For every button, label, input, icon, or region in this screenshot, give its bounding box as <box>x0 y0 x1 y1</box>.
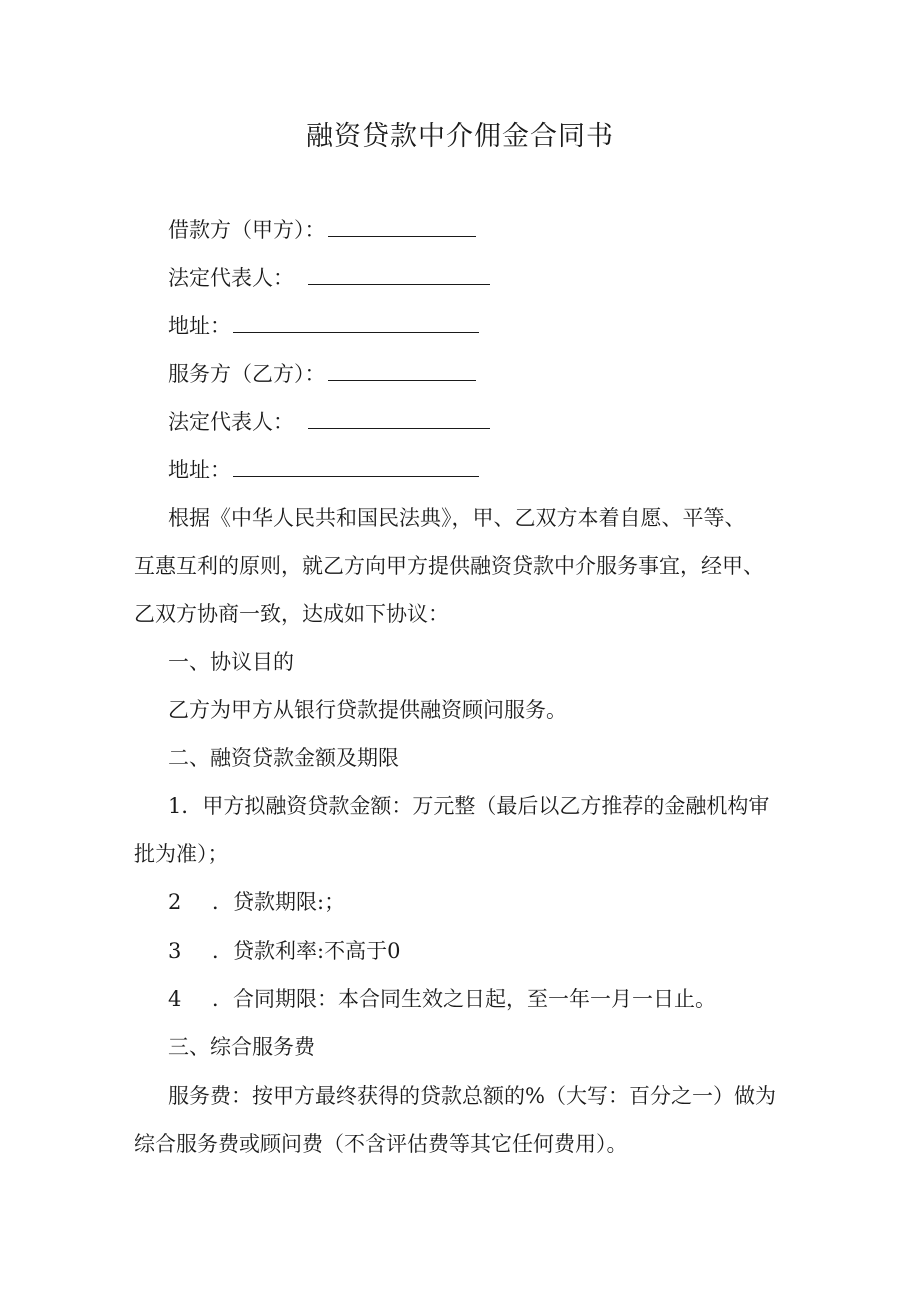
section-1-heading: 一、协议目的 <box>168 650 294 674</box>
preamble-line-1: 根据《中华人民共和国民法典》，甲、乙双方本着自愿、平等、 <box>168 506 746 530</box>
party-a-representative-label: 法定代表人： <box>168 266 294 290</box>
item-4-number: 4 <box>168 987 182 1011</box>
party-b-blank <box>328 358 476 381</box>
section-2-item-3 <box>168 936 400 966</box>
party-a-representative-field <box>168 262 490 293</box>
party-a-blank <box>328 214 476 237</box>
party-b-address-blank <box>233 454 479 477</box>
section-2-item-1-line-1: 1．甲方拟融资贷款金额：万元整（最后以乙方推荐的金融机构审 <box>168 794 770 818</box>
party-b-representative-label: 法定代表人： <box>168 410 294 434</box>
party-a-representative-blank <box>308 262 490 285</box>
preamble-line-3: 乙双方协商一致，达成如下协议： <box>134 602 449 626</box>
section-3-heading: 三、综合服务费 <box>168 1035 315 1059</box>
party-a-field <box>168 214 476 245</box>
section-3-line-2: 综合服务费或顾问费（不含评估费等其它任何费用）。 <box>134 1132 628 1156</box>
section-3-line-1: 服务费：按甲方最终获得的贷款总额的%（大写：百分之一）做为 <box>168 1084 776 1108</box>
party-b-address-field <box>168 454 479 485</box>
section-2-heading: 二、融资贷款金额及期限 <box>168 746 399 770</box>
document-title: 融资贷款中介佣金合同书 <box>306 121 614 152</box>
party-a-address-label: 地址： <box>168 314 231 338</box>
party-b-field <box>168 358 476 389</box>
party-a-address-field <box>168 310 479 341</box>
section-2-item-2 <box>168 887 345 917</box>
party-a-address-blank <box>233 310 479 333</box>
section-2-item-1-line-2: 批为准）； <box>134 842 229 866</box>
item-2-number: 2 <box>168 890 182 914</box>
party-b-representative-blank <box>308 406 490 429</box>
party-b-representative-field <box>168 406 490 437</box>
item-3-number: 3 <box>168 939 182 963</box>
party-a-label: 借款方（甲方）： <box>168 218 326 242</box>
party-b-label: 服务方（乙方）： <box>168 362 326 386</box>
item-3-text: ．贷款利率:不高于0 <box>212 939 401 963</box>
item-2-text: ．贷款期限:； <box>212 890 346 914</box>
preamble-line-2: 互惠互利的原则，就乙方向甲方提供融资贷款中介服务事宜，经甲、 <box>134 554 764 578</box>
section-1-text: 乙方为甲方从银行贷款提供融资顾问服务。 <box>168 698 567 722</box>
section-2-item-4 <box>168 984 716 1014</box>
party-b-address-label: 地址： <box>168 458 231 482</box>
item-4-text: ．合同期限：本合同生效之日起，至一年一月一日止。 <box>212 987 716 1011</box>
